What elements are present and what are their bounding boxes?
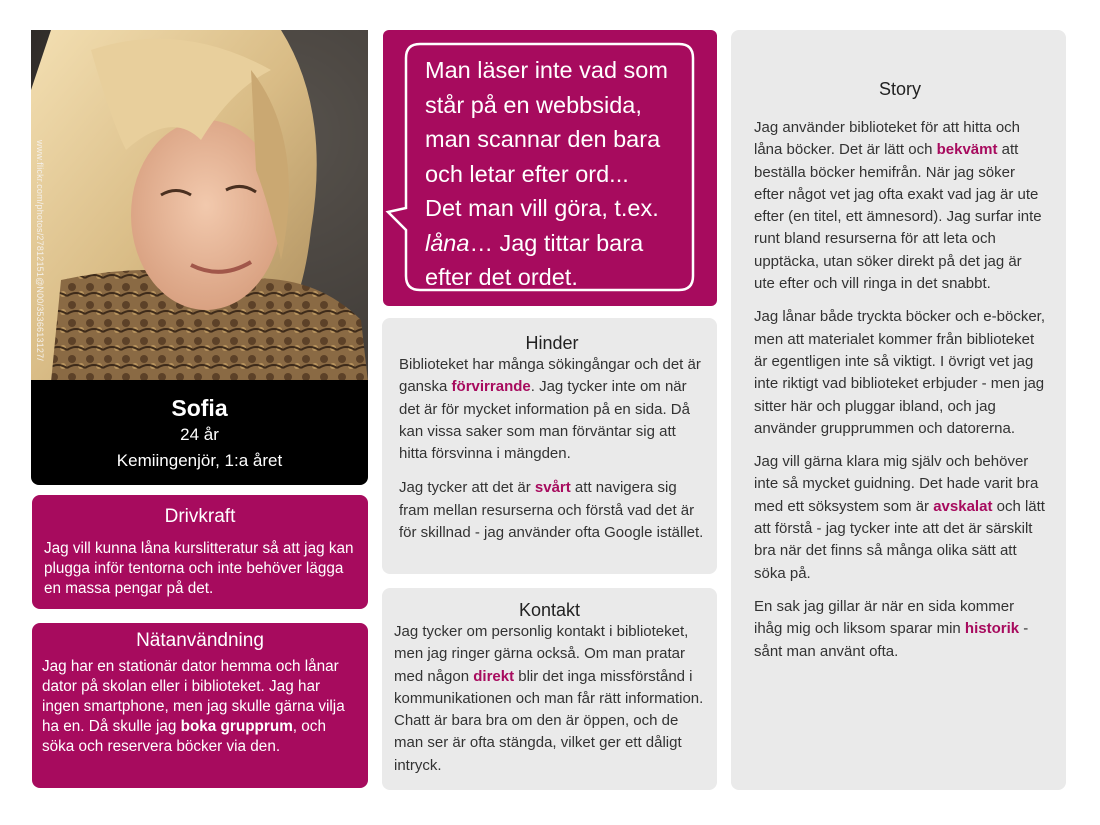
- natanvandning-title: Nätanvändning: [136, 630, 264, 651]
- natanvandning-highlight: boka grupprum: [180, 718, 293, 735]
- hinder-panel: [382, 318, 717, 574]
- story-paragraph-1: Jag använder biblioteket för att hitta och låna böcker. Det är lätt och bekvämt att beställa böcker hemifrån. När jag söker efter något vet jag ofta exakt vad jag är ute efter (en titel, ett ämnesord). Jag surfar inte runt bland resurserna för att leta och upptäcka, utan söker direkt på det jag är ute efter och vill ringa in det snabbt.: [754, 119, 1042, 293]
- quote-italic-word: låna: [425, 229, 470, 256]
- natanvandning-text: Jag har en stationär dator hemma och lånar dator på skolan eller i biblioteket. Jag har ingen smartphone, men jag skulle gärna vilja ha en. Då skulle jag boka grupprum, och söka och reservera böcker via den.: [42, 658, 345, 755]
- kontakt-title: Kontakt: [518, 600, 581, 620]
- drivkraft-title: Drivkraft: [164, 506, 236, 527]
- photo-credit: www.flickr.com/photos/27812151@N00/3536613127/: [35, 140, 45, 361]
- story-title: Story: [878, 79, 921, 99]
- story-paragraph-4: En sak jag gillar är när en sida kommer ihåg mig och liksom sparar min historik - sånt man använt ofta.: [754, 597, 1029, 660]
- hinder-paragraph-2: Jag tycker att det är svårt att navigera sig fram mellan resurserna och förstå vad det är för skillnad - jag använder ofta Google istället.: [399, 479, 704, 542]
- portrait-illustration: [31, 30, 368, 382]
- story-paragraph-3: Jag vill gärna klara mig själv och behöver inte så mycket guidning. Det hade varit bra med ett söksystem som är avskalat och lätt att förstå - jag tycker inte att det är särskilt bra när det finns så många olika sätt att söka på.: [754, 453, 1045, 582]
- drivkraft-panel: [32, 495, 368, 609]
- drivkraft-text: Jag vill kunna låna kurslitteratur så att jag kan plugga inför tentorna och inte behöver lägga en massa pengar på det.: [44, 540, 354, 597]
- persona-namecard: [31, 380, 368, 485]
- kontakt-panel: [382, 588, 717, 790]
- hinder-title: Hinder: [525, 333, 579, 353]
- persona-name: Sofia: [171, 395, 228, 421]
- persona-program: Kemiingenjör, 1:a året: [116, 451, 283, 470]
- story-paragraph-2: Jag lånar både tryckta böcker och e-böcker, men att materialet kommer från biblioteket är egentligen inte så viktigt. I övrigt vet jag inte riktigt vad biblioteket erbjuder - men jag sitter här och pluggar ibland, och jag använder grupprummen och datorerna.: [754, 308, 1045, 437]
- quote-text: Man läser inte vad som står på en webbsida, man scannar den bara och letar efter ord... Det man vill göra, t.ex. låna… Jag tittar bara efter det ordet.: [425, 57, 668, 290]
- hinder-paragraph-1: Biblioteket har många sökingångar och det är ganska förvirrande. Jag tycker inte om när det är för mycket information på en sida. Då kan vissa saker som man förväntar sig att hitta försvinna i mängden.: [399, 356, 701, 463]
- natanvandning-panel: [32, 623, 368, 788]
- kontakt-text: Jag tycker om personlig kontakt i biblioteket, men jag ringer gärna också. Om man pratar med någon direkt blir det inga missförstånd i kommunikationen och man får rätt information. Chatt är bara bra om den är öppen, och de man ser är ofta stängda, vilket ger ett dåligt intryck.: [394, 623, 704, 774]
- story-panel: [731, 30, 1066, 790]
- persona-age: 24 år: [180, 425, 219, 444]
- persona-photo: [31, 30, 368, 382]
